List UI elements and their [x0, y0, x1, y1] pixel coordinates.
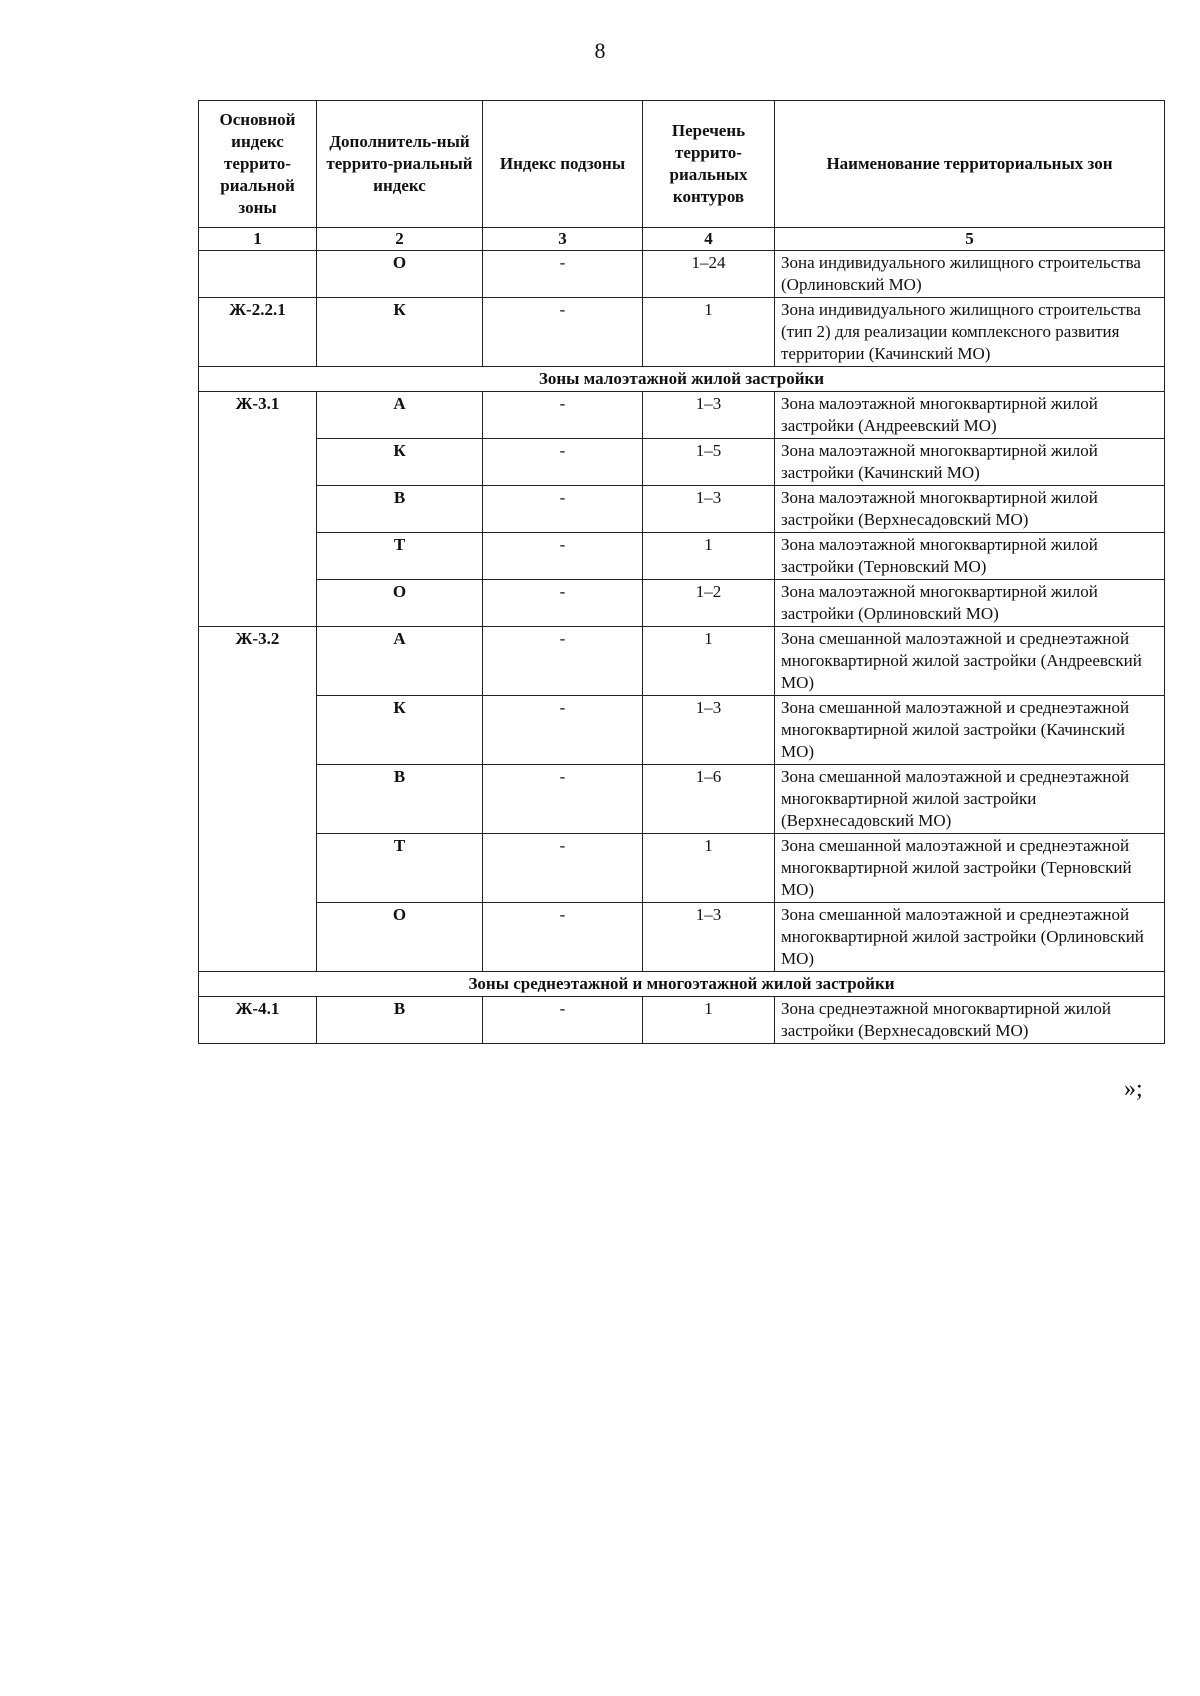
contours-cell: 1–3: [643, 696, 775, 765]
zone-name-cell: Зона смешанной малоэтажной и среднеэтажной многоквартирной жилой застройки (Андреевский МО): [775, 627, 1165, 696]
contours-cell: 1: [643, 834, 775, 903]
zone-name-cell: Зона индивидуального жилищного строительства (тип 2) для реализации комплексного развития территории (Качинский МО): [775, 298, 1165, 367]
contours-cell: 1–2: [643, 580, 775, 627]
table-row: [199, 903, 1165, 972]
table-row: [199, 997, 1165, 1044]
contours-cell: 1: [643, 627, 775, 696]
table-row: [199, 298, 1165, 367]
subzone-index-cell: -: [483, 765, 643, 834]
extra-index-cell: Т: [317, 834, 483, 903]
section-heading: Зоны среднеэтажной и многоэтажной жилой застройки: [199, 972, 1165, 997]
column-number: 5: [775, 228, 1165, 251]
contours-cell: 1–5: [643, 439, 775, 486]
subzone-index-cell: -: [483, 580, 643, 627]
section-heading: Зоны малоэтажной жилой застройки: [199, 367, 1165, 392]
main-index-cell: Ж-3.1: [199, 392, 317, 627]
extra-index-cell: В: [317, 997, 483, 1044]
subzone-index-cell: -: [483, 834, 643, 903]
subzone-index-cell: -: [483, 439, 643, 486]
subzone-index-cell: -: [483, 251, 643, 298]
main-index-cell: [199, 251, 317, 298]
contours-cell: 1–3: [643, 903, 775, 972]
zone-name-cell: Зона смешанной малоэтажной и среднеэтажной многоквартирной жилой застройки (Терновский МО): [775, 834, 1165, 903]
table-row: [199, 533, 1165, 580]
table-row: [199, 439, 1165, 486]
table-row: [199, 627, 1165, 696]
extra-index-cell: Т: [317, 533, 483, 580]
column-number: 4: [643, 228, 775, 251]
column-numbers-row: [199, 228, 1165, 251]
contours-cell: 1–6: [643, 765, 775, 834]
main-index-cell: Ж-3.2: [199, 627, 317, 972]
zone-name-cell: Зона малоэтажной многоквартирной жилой застройки (Орлиновский МО): [775, 580, 1165, 627]
column-number: 3: [483, 228, 643, 251]
zone-name-cell: Зона индивидуального жилищного строительства (Орлиновский МО): [775, 251, 1165, 298]
subzone-index-cell: -: [483, 627, 643, 696]
table-row: [199, 251, 1165, 298]
table-row: [199, 486, 1165, 533]
table-row: [199, 580, 1165, 627]
contours-cell: 1–3: [643, 486, 775, 533]
zone-name-cell: Зона малоэтажной многоквартирной жилой застройки (Верхнесадовский МО): [775, 486, 1165, 533]
page-number: 8: [594, 38, 606, 63]
table-row: [199, 392, 1165, 439]
zone-name-cell: Зона малоэтажной многоквартирной жилой застройки (Андреевский МО): [775, 392, 1165, 439]
main-index-cell: Ж-2.2.1: [199, 298, 317, 367]
zone-name-cell: Зона смешанной малоэтажной и среднеэтажной многоквартирной жилой застройки (Верхнесадовский МО): [775, 765, 1165, 834]
extra-index-cell: О: [317, 580, 483, 627]
extra-index-cell: А: [317, 627, 483, 696]
extra-index-cell: О: [317, 251, 483, 298]
contours-cell: 1–24: [643, 251, 775, 298]
header-zone-name: Наименование территориальных зон: [775, 101, 1165, 228]
column-number: 1: [199, 228, 317, 251]
subzone-index-cell: -: [483, 533, 643, 580]
extra-index-cell: В: [317, 486, 483, 533]
header-extra-index: Дополнитель-ный террито-риальный индекс: [317, 101, 483, 228]
closing-quote-mark: »;: [1124, 1076, 1143, 1102]
subzone-index-cell: -: [483, 696, 643, 765]
zone-name-cell: Зона малоэтажной многоквартирной жилой застройки (Терновский МО): [775, 533, 1165, 580]
zone-name-cell: Зона смешанной малоэтажной и среднеэтажной многоквартирной жилой застройки (Орлиновский МО): [775, 903, 1165, 972]
contours-cell: 1: [643, 533, 775, 580]
subzone-index-cell: -: [483, 392, 643, 439]
subzone-index-cell: -: [483, 903, 643, 972]
subzone-index-cell: -: [483, 486, 643, 533]
header-main-index: Основной индекс террито-риальной зоны: [199, 101, 317, 228]
extra-index-cell: К: [317, 439, 483, 486]
extra-index-cell: К: [317, 696, 483, 765]
section-row: [199, 367, 1165, 392]
table-row: [199, 765, 1165, 834]
extra-index-cell: В: [317, 765, 483, 834]
subzone-index-cell: -: [483, 298, 643, 367]
contours-cell: 1–3: [643, 392, 775, 439]
extra-index-cell: А: [317, 392, 483, 439]
table-row: [199, 696, 1165, 765]
table-row: [199, 834, 1165, 903]
contours-cell: 1: [643, 298, 775, 367]
zone-name-cell: Зона смешанной малоэтажной и среднеэтажной многоквартирной жилой застройки (Качинский МО): [775, 696, 1165, 765]
column-number: 2: [317, 228, 483, 251]
header-subzone-index: Индекс подзоны: [483, 101, 643, 228]
zone-name-cell: Зона малоэтажной многоквартирной жилой застройки (Качинский МО): [775, 439, 1165, 486]
main-index-cell: Ж-4.1: [199, 997, 317, 1044]
header-row: [199, 101, 1165, 228]
extra-index-cell: К: [317, 298, 483, 367]
zones-table: [198, 100, 1165, 1044]
subzone-index-cell: -: [483, 997, 643, 1044]
section-row: [199, 972, 1165, 997]
header-contours: Перечень террито-риальных контуров: [643, 101, 775, 228]
extra-index-cell: О: [317, 903, 483, 972]
contours-cell: 1: [643, 997, 775, 1044]
zone-name-cell: Зона среднеэтажной многоквартирной жилой застройки (Верхнесадовский МО): [775, 997, 1165, 1044]
